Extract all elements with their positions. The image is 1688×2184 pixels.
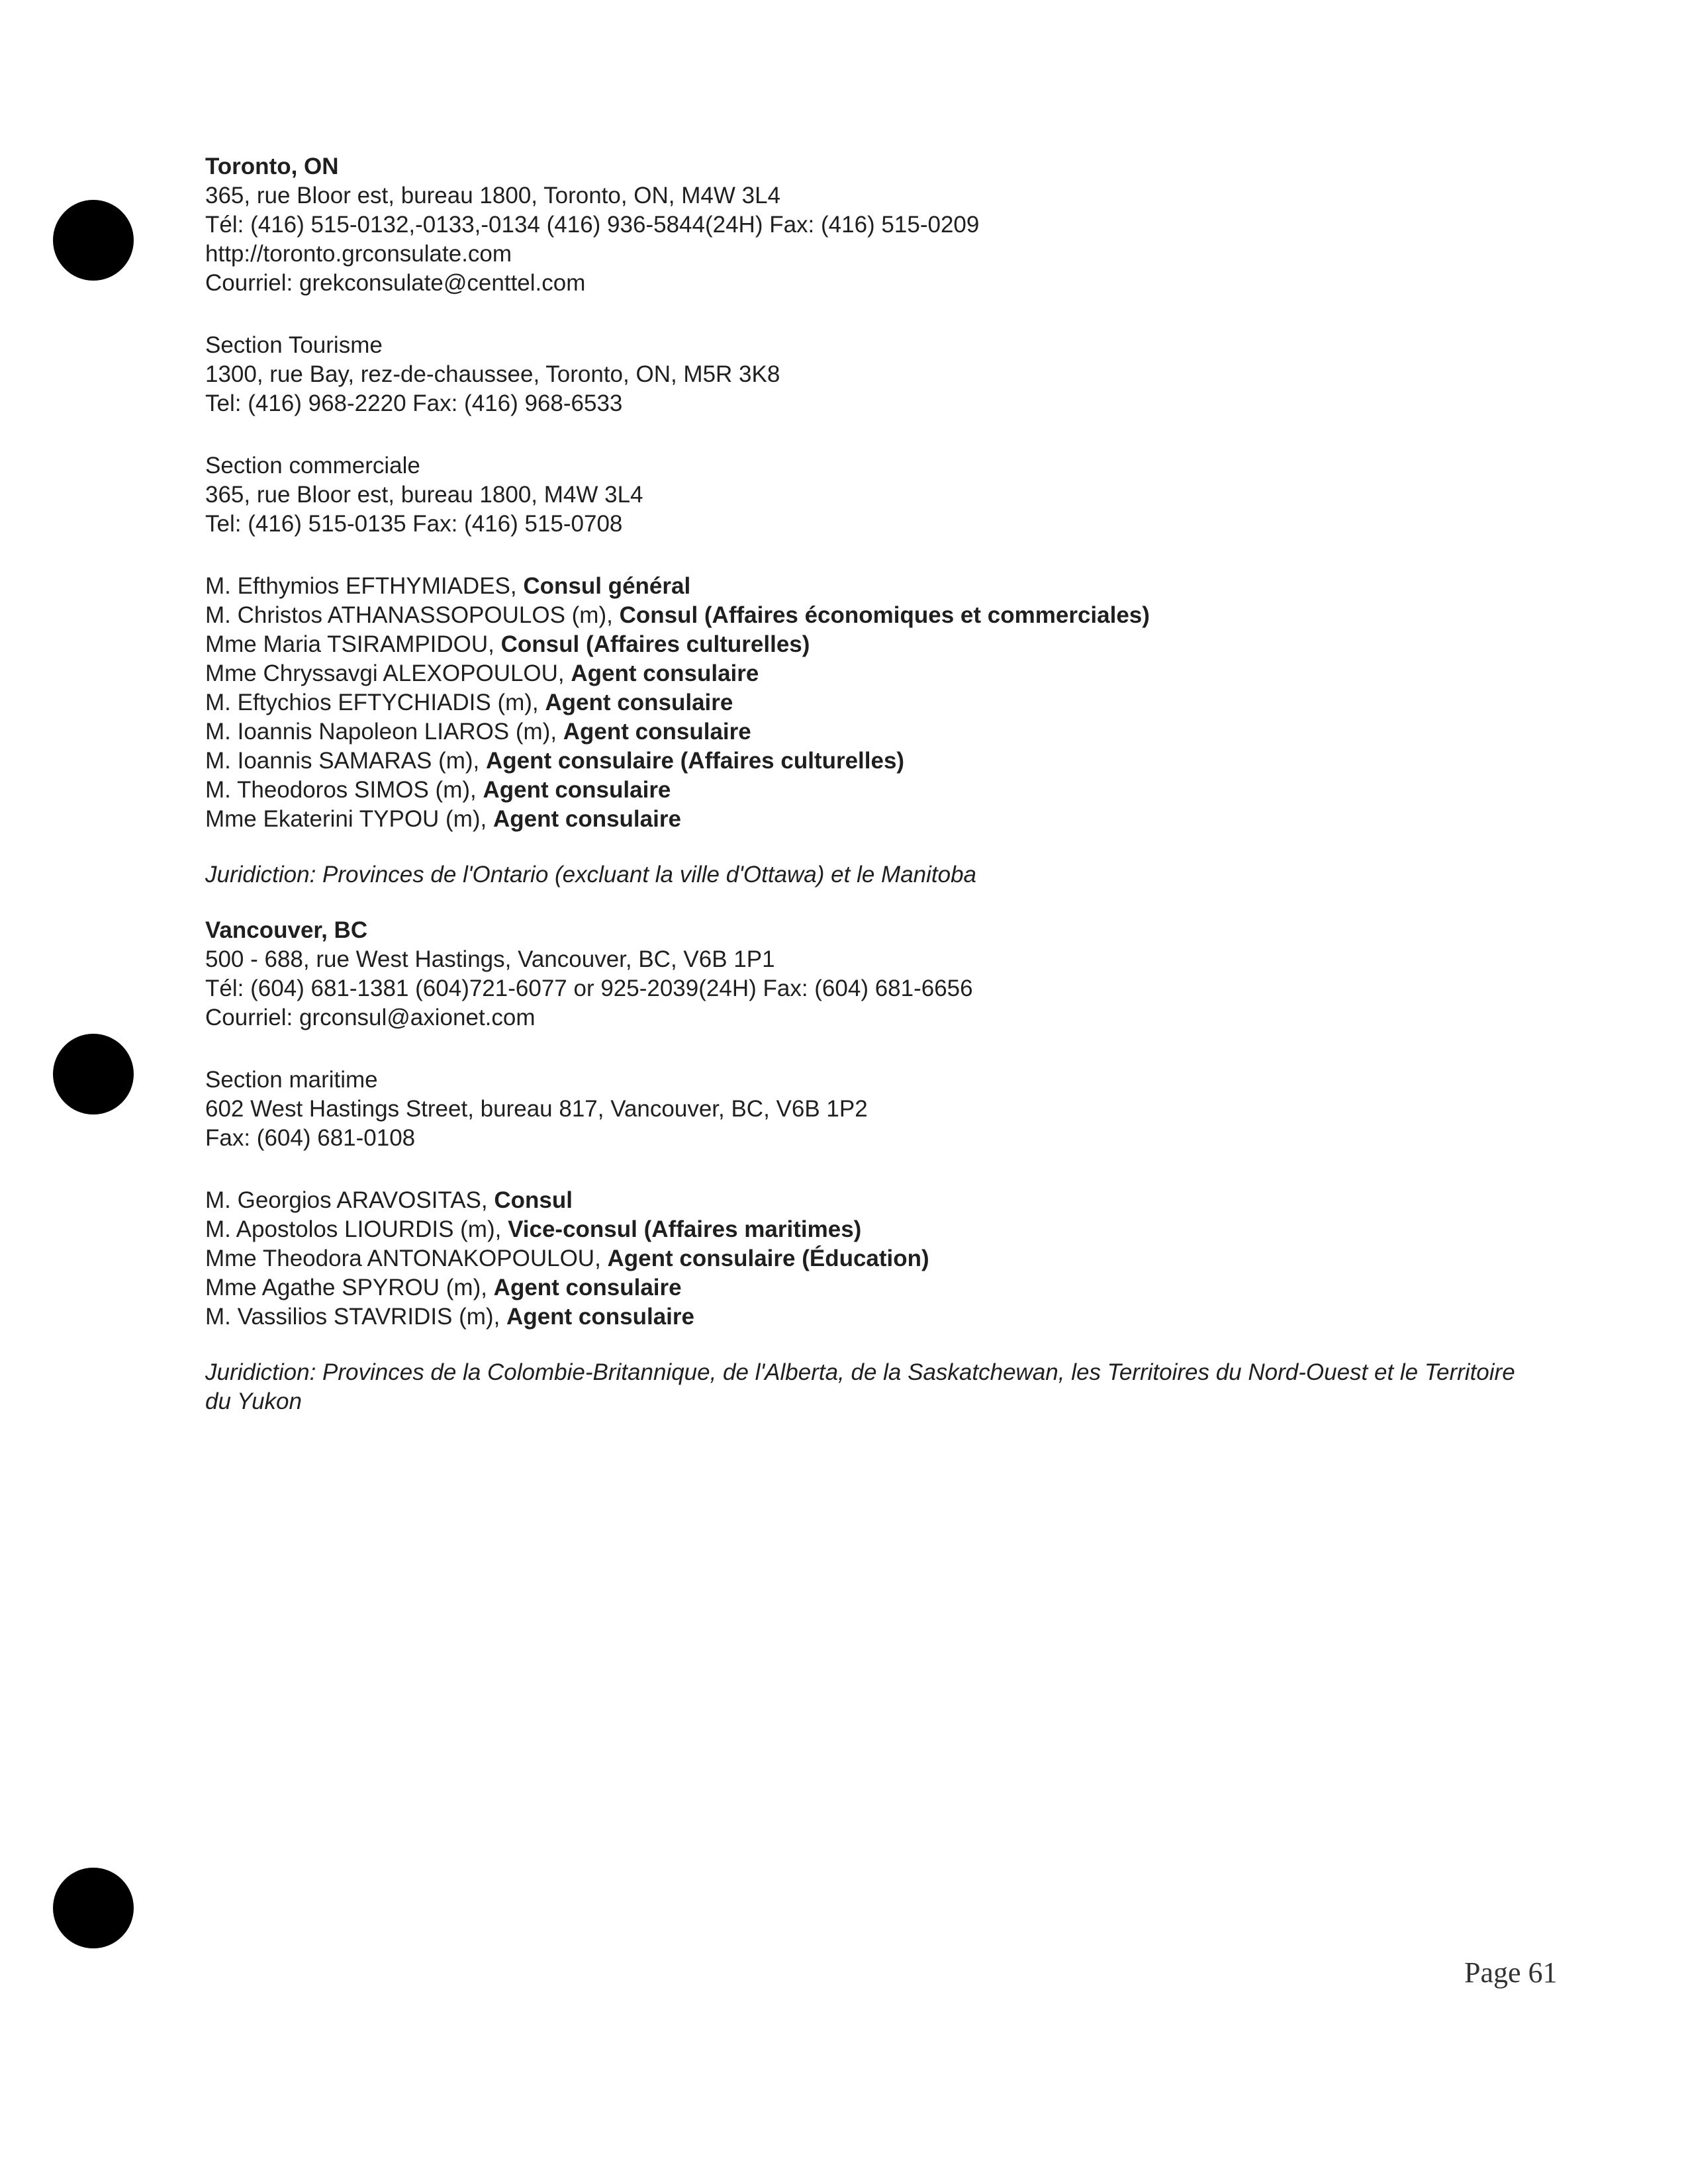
maritime-address: 602 West Hastings Street, bureau 817, Vancouver, BC, V6B 1P2 bbox=[205, 1096, 868, 1122]
staff-name: M. Christos ATHANASSOPOULOS (m), bbox=[205, 602, 620, 628]
toronto-staff-list bbox=[205, 572, 1529, 834]
toronto-website: http://toronto.grconsulate.com bbox=[205, 241, 512, 267]
toronto-email: Courriel: grekconsulate@centtel.com bbox=[205, 270, 586, 296]
commercial-address: 365, rue Bloor est, bureau 1800, M4W 3L4 bbox=[205, 482, 643, 508]
toronto-phone: Tél: (416) 515-0132,-0133,-0134 (416) 936-5844(24H) Fax: (416) 515-0209 bbox=[205, 212, 980, 238]
tourism-address: 1300, rue Bay, rez-de-chaussee, Toronto, ON, M5R 3K8 bbox=[205, 361, 780, 387]
staff-role: Agent consulaire bbox=[493, 1275, 682, 1300]
staff-role: Agent consulaire bbox=[492, 806, 681, 832]
staff-entry bbox=[205, 1244, 1529, 1273]
staff-entry bbox=[205, 1215, 1529, 1244]
toronto-jurisdiction: Juridiction: Provinces de l'Ontario (excluant la ville d'Ottawa) et le Manitoba bbox=[205, 862, 977, 887]
staff-name: M. Ioannis SAMARAS (m), bbox=[205, 748, 486, 774]
staff-role: Consul bbox=[494, 1187, 573, 1213]
staff-role: Consul (Affaires culturelles) bbox=[500, 631, 810, 657]
binder-hole-middle bbox=[53, 1034, 134, 1115]
vancouver-section bbox=[205, 916, 1529, 1416]
staff-role: Vice-consul (Affaires maritimes) bbox=[508, 1216, 862, 1242]
staff-entry bbox=[205, 1302, 1529, 1332]
staff-role: Agent consulaire bbox=[483, 777, 671, 803]
staff-role: Agent consulaire bbox=[563, 719, 751, 745]
vancouver-maritime-section bbox=[205, 1066, 1529, 1153]
staff-entry bbox=[205, 601, 1529, 630]
staff-role: Consul (Affaires économiques et commerciales) bbox=[619, 602, 1150, 628]
tourism-title: Section Tourisme bbox=[205, 332, 383, 358]
spacer bbox=[205, 889, 1529, 916]
staff-entry bbox=[205, 717, 1529, 747]
vancouver-jurisdiction: Juridiction: Provinces de la Colombie-Britannique, de l'Alberta, de la Saskatchewan, les Territoires du Nord-Ouest et le Territoire du Yukon bbox=[205, 1359, 1515, 1414]
vancouver-heading: Vancouver, BC bbox=[205, 917, 368, 943]
vancouver-staff-list bbox=[205, 1186, 1529, 1332]
staff-name: Mme Ekaterini TYPOU (m), bbox=[205, 806, 493, 832]
spacer bbox=[205, 418, 1529, 451]
staff-name: M. Efthymios EFTHYMIADES, bbox=[205, 573, 524, 599]
staff-entry bbox=[205, 1186, 1529, 1215]
toronto-address: 365, rue Bloor est, bureau 1800, Toronto, ON, M4W 3L4 bbox=[205, 183, 781, 208]
toronto-section bbox=[205, 152, 1529, 889]
commercial-phone: Tel: (416) 515-0135 Fax: (416) 515-0708 bbox=[205, 511, 623, 537]
staff-name: M. Vassilios STAVRIDIS (m), bbox=[205, 1304, 507, 1330]
staff-entry bbox=[205, 659, 1529, 688]
vancouver-address: 500 - 688, rue West Hastings, Vancouver, BC, V6B 1P1 bbox=[205, 946, 775, 972]
commercial-title: Section commerciale bbox=[205, 453, 420, 478]
vancouver-phone: Tél: (604) 681-1381 (604)721-6077 or 925-2039(24H) Fax: (604) 681-6656 bbox=[205, 976, 973, 1001]
staff-role: Agent consulaire bbox=[545, 690, 733, 715]
staff-role: Agent consulaire bbox=[571, 660, 759, 686]
spacer bbox=[205, 298, 1529, 331]
staff-entry bbox=[205, 805, 1529, 834]
staff-entry bbox=[205, 747, 1529, 776]
toronto-tourism-section bbox=[205, 331, 1529, 418]
staff-role: Agent consulaire (Affaires culturelles) bbox=[485, 748, 905, 774]
staff-entry bbox=[205, 630, 1529, 659]
staff-name: M. Eftychios EFTYCHIADIS (m), bbox=[205, 690, 545, 715]
staff-name: M. Ioannis Napoleon LIAROS (m), bbox=[205, 719, 563, 745]
staff-name: Mme Agathe SPYROU (m), bbox=[205, 1275, 494, 1300]
tourism-phone: Tel: (416) 968-2220 Fax: (416) 968-6533 bbox=[205, 390, 623, 416]
toronto-commercial-section bbox=[205, 451, 1529, 539]
maritime-title: Section maritime bbox=[205, 1067, 378, 1093]
staff-role: Agent consulaire bbox=[506, 1304, 694, 1330]
staff-entry bbox=[205, 688, 1529, 717]
spacer bbox=[205, 1032, 1529, 1066]
staff-name: M. Georgios ARAVOSITAS, bbox=[205, 1187, 494, 1213]
staff-name: Mme Theodora ANTONAKOPOULOU, bbox=[205, 1246, 608, 1271]
staff-name: M. Apostolos LIOURDIS (m), bbox=[205, 1216, 508, 1242]
maritime-fax: Fax: (604) 681-0108 bbox=[205, 1125, 416, 1151]
spacer bbox=[205, 539, 1529, 572]
page-number: Page 61 bbox=[1464, 1956, 1558, 1989]
binder-hole-bottom bbox=[53, 1868, 134, 1948]
staff-name: Mme Maria TSIRAMPIDOU, bbox=[205, 631, 501, 657]
toronto-heading: Toronto, ON bbox=[205, 154, 339, 179]
staff-role: Consul général bbox=[523, 573, 691, 599]
spacer bbox=[205, 834, 1529, 860]
vancouver-email: Courriel: grconsul@axionet.com bbox=[205, 1005, 536, 1030]
staff-role: Agent consulaire (Éducation) bbox=[607, 1246, 929, 1271]
staff-entry bbox=[205, 572, 1529, 601]
staff-entry bbox=[205, 1273, 1529, 1302]
binder-hole-top bbox=[53, 200, 134, 281]
spacer bbox=[205, 1153, 1529, 1186]
staff-name: Mme Chryssavgi ALEXOPOULOU, bbox=[205, 660, 571, 686]
staff-entry bbox=[205, 776, 1529, 805]
document-body bbox=[205, 152, 1529, 1416]
staff-name: M. Theodoros SIMOS (m), bbox=[205, 777, 483, 803]
spacer bbox=[205, 1332, 1529, 1358]
